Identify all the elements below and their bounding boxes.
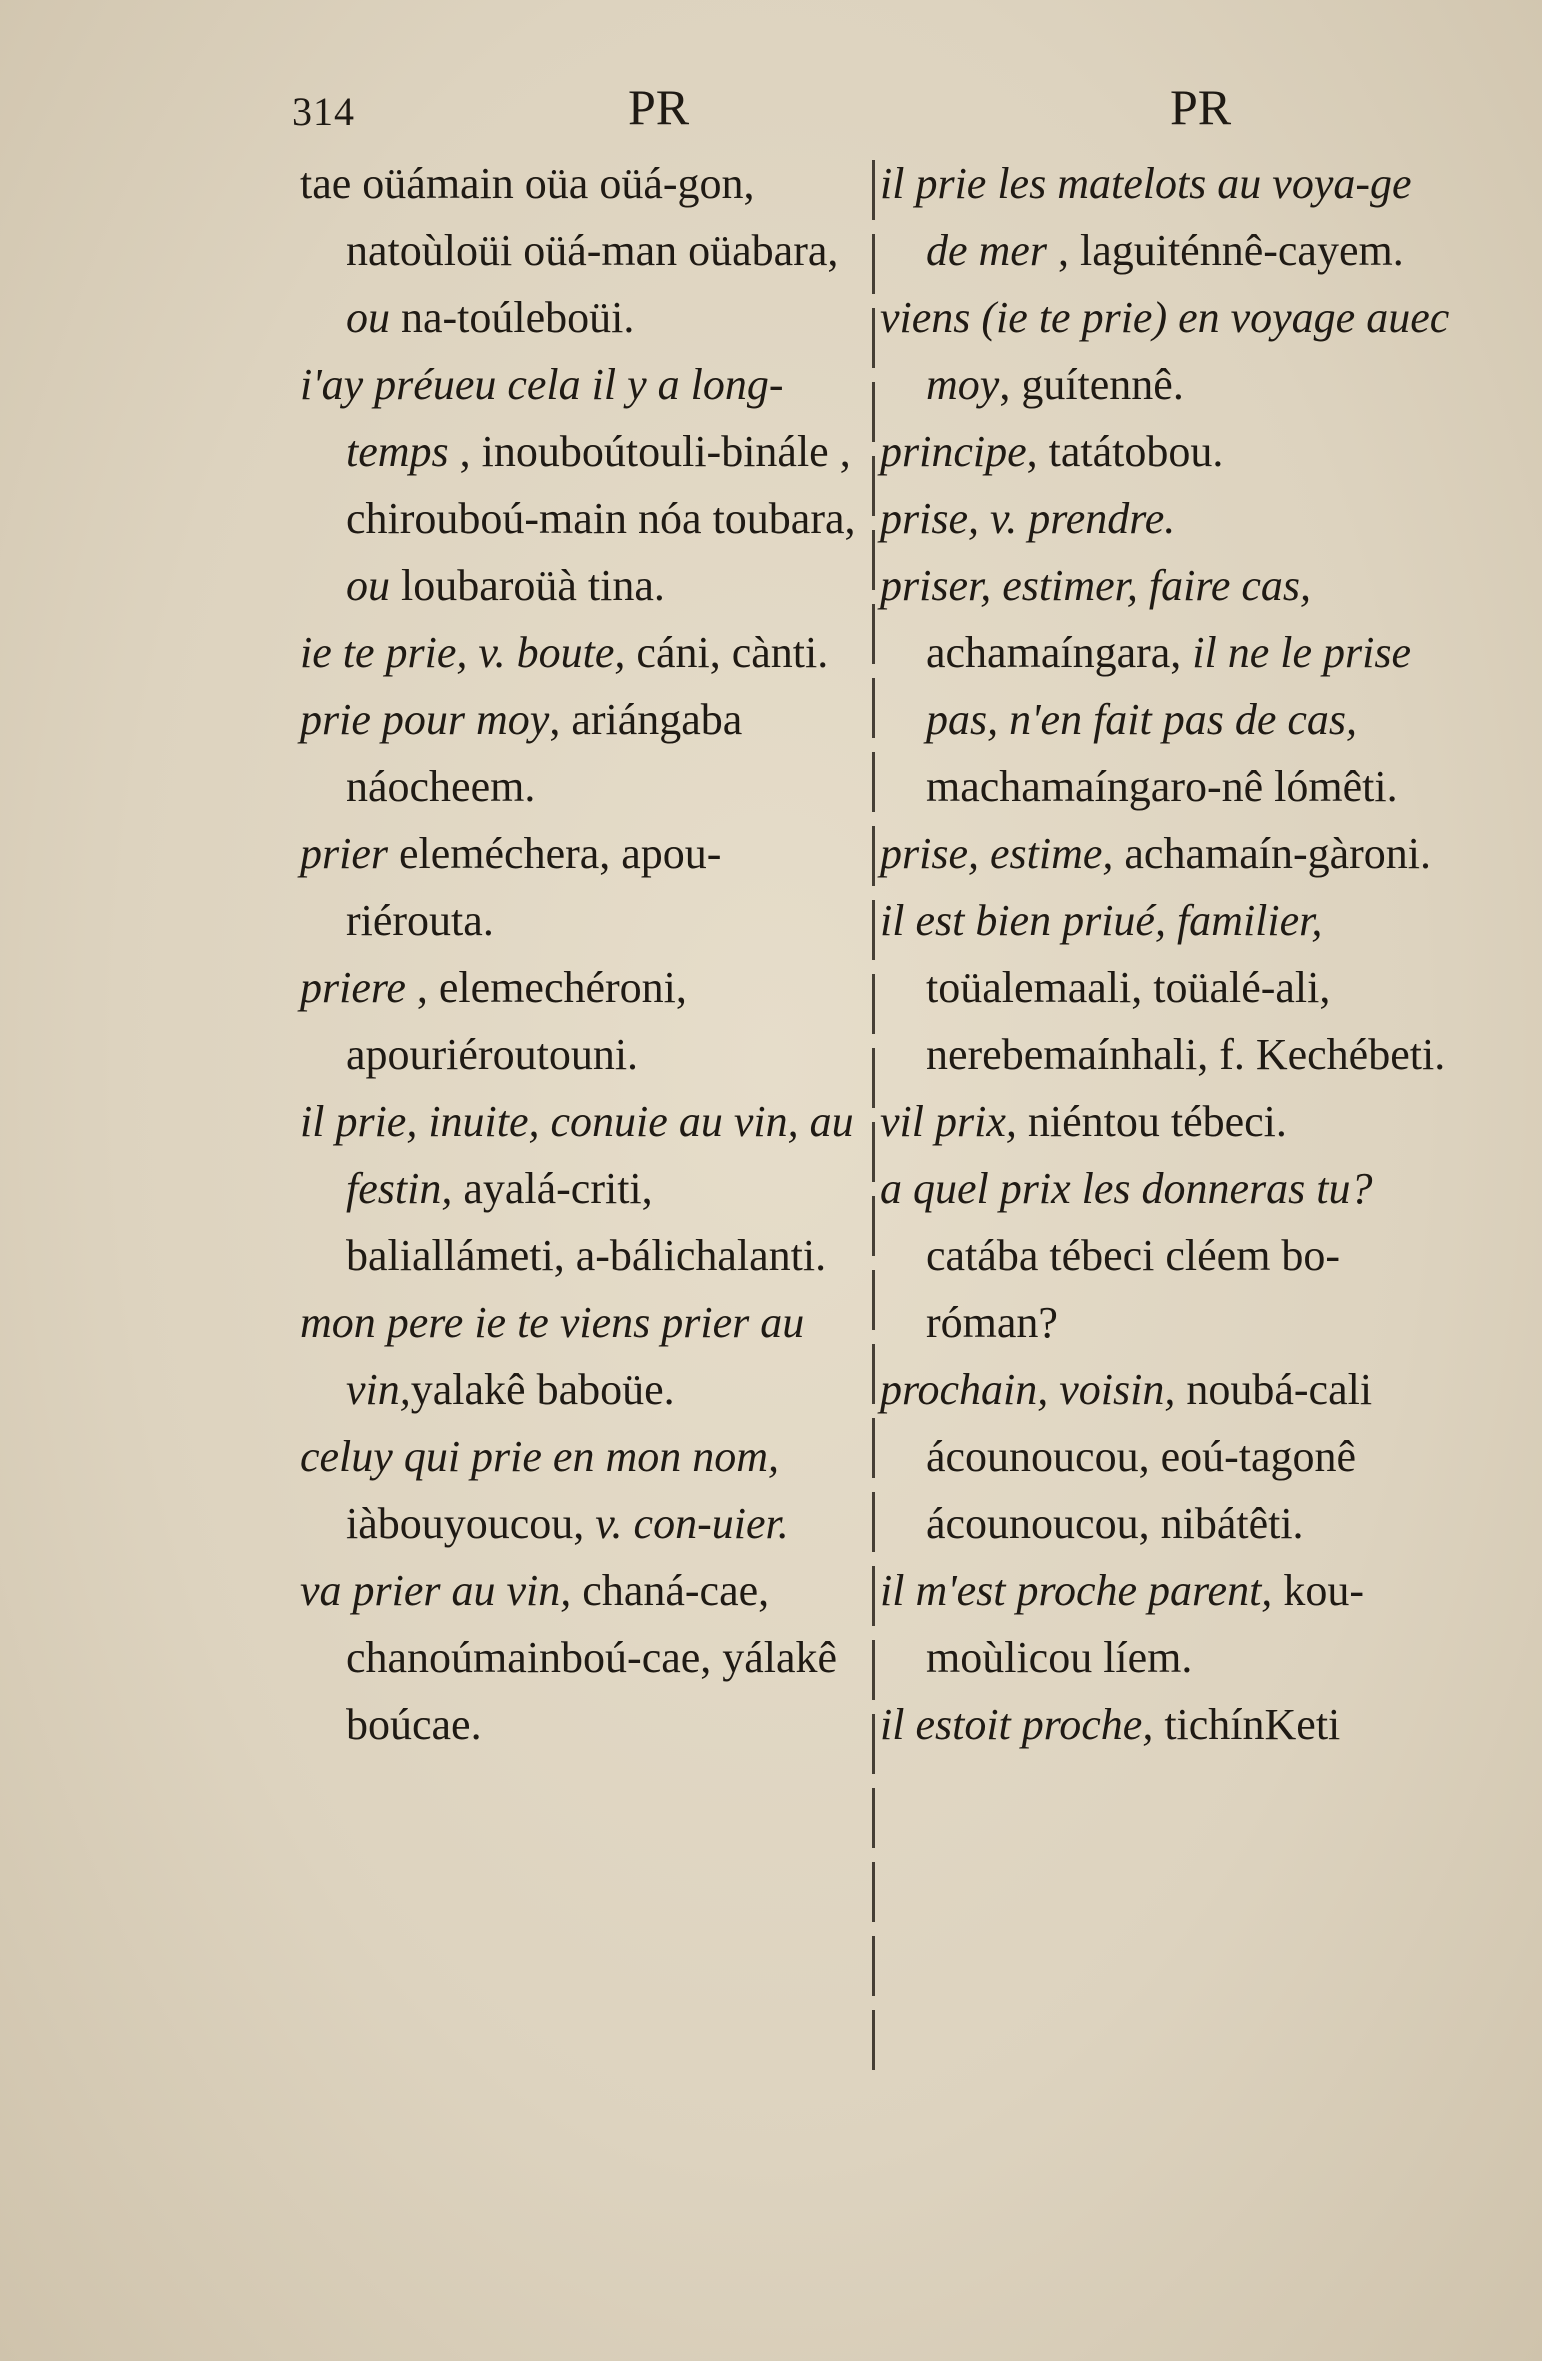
dictionary-entry bbox=[300, 1289, 865, 1423]
entry-headword: va prier au vin, bbox=[300, 1566, 572, 1615]
dictionary-entry bbox=[880, 1557, 1460, 1691]
entry-headword: prochain, voisin, bbox=[880, 1365, 1176, 1414]
entry-translation: cáni, cànti. bbox=[625, 628, 829, 677]
entry-translation: achamaín-gàroni. bbox=[1113, 829, 1432, 878]
entry-headword: il est bien priué, familier, bbox=[880, 896, 1323, 945]
entry-headword: prie pour moy bbox=[300, 695, 550, 744]
entry-headword: v. con-uier. bbox=[595, 1499, 789, 1548]
dictionary-entry bbox=[300, 686, 865, 820]
entry-translation: , ariángaba náocheem. bbox=[346, 695, 743, 811]
dictionary-entry bbox=[880, 284, 1460, 418]
entry-translation: , elemechéroni, apouriéroutouni. bbox=[346, 963, 687, 1079]
entry-translation: achamaíngara, bbox=[926, 628, 1193, 677]
running-head-right: PR bbox=[1170, 79, 1232, 135]
left-column bbox=[300, 150, 865, 1758]
entry-translation: loubaroüà tina. bbox=[390, 561, 665, 610]
dictionary-entry bbox=[880, 552, 1460, 820]
dictionary-entry bbox=[880, 820, 1460, 887]
entry-translation: , guítennê. bbox=[999, 360, 1184, 409]
entry-headword: ie te prie, bbox=[300, 628, 479, 677]
entry-headword: prise, v. prendre. bbox=[880, 494, 1176, 543]
entry-headword: il estoit proche, bbox=[880, 1700, 1154, 1749]
entry-translation: tae oüámain oüa oüá-gon, natoùloüi oüá-man oüabara, bbox=[300, 159, 839, 275]
entry-translation: , inouboútouli-binále , chirouboú-main nóa toubara, bbox=[346, 427, 856, 543]
dictionary-entry bbox=[880, 887, 1460, 1088]
entry-headword: vil prix, bbox=[880, 1097, 1017, 1146]
dictionary-entry bbox=[880, 150, 1460, 284]
entry-headword: priser, estimer, faire cas, bbox=[880, 561, 1312, 610]
entry-translation: niéntou tébeci. bbox=[1016, 1097, 1287, 1146]
column-divider bbox=[872, 160, 875, 2070]
entry-translation: na-toúleboüi. bbox=[390, 293, 635, 342]
dictionary-entry bbox=[880, 1088, 1460, 1155]
entry-translation: tichínKeti bbox=[1153, 1700, 1341, 1749]
page-header bbox=[0, 70, 1542, 150]
dictionary-entry bbox=[300, 820, 865, 954]
dictionary-entry bbox=[880, 1356, 1460, 1557]
entry-headword: principe bbox=[880, 427, 1027, 476]
entry-translation: , tatátobou. bbox=[1026, 427, 1224, 476]
entry-headword: mon pere ie te viens prier au vin, bbox=[300, 1298, 805, 1414]
entry-headword: ou bbox=[346, 293, 390, 342]
entry-translation: chaná-cae, chanoúmainboú-cae, yálakê boúcae. bbox=[346, 1566, 838, 1749]
entry-translation: eleméchera, apou-riérouta. bbox=[346, 829, 722, 945]
entry-headword: il m'est proche parent, bbox=[880, 1566, 1273, 1615]
entry-translation: ayalá-criti, baliallámeti, a-bálichalanti. bbox=[346, 1164, 827, 1280]
dictionary-entry bbox=[300, 619, 865, 686]
entry-translation: toüalemaali, toüalé-ali, nerebemaínhali, f. Kechébeti. bbox=[926, 963, 1446, 1079]
entry-translation: catába tébeci cléem bo-róman? bbox=[926, 1231, 1341, 1347]
dictionary-entry bbox=[300, 1423, 865, 1557]
entry-translation: yalakê baboüe. bbox=[410, 1365, 675, 1414]
dictionary-entry bbox=[880, 1155, 1460, 1356]
entry-headword: celuy qui prie en mon nom, bbox=[300, 1432, 779, 1481]
dictionary-entry bbox=[300, 150, 865, 351]
running-head-left: PR bbox=[628, 79, 690, 135]
entry-headword: v. boute, bbox=[478, 628, 626, 677]
dictionary-entry bbox=[300, 954, 865, 1088]
entry-headword: prier bbox=[300, 829, 388, 878]
page-number: 314 bbox=[292, 89, 355, 134]
entry-headword: viens (ie te prie) en voyage auec moy bbox=[880, 293, 1450, 409]
entry-translation: iàbouyoucou, bbox=[346, 1499, 596, 1548]
entry-translation: kou-moùlicou líem. bbox=[926, 1566, 1364, 1682]
dictionary-entry bbox=[880, 418, 1460, 485]
entry-headword: il prie les matelots au voya-ge de mer bbox=[880, 159, 1412, 275]
dictionary-entry bbox=[300, 1557, 865, 1758]
entry-translation: , laguiténnê-cayem. bbox=[1046, 226, 1404, 275]
right-column bbox=[880, 150, 1460, 1758]
entry-headword: il prie, inuite, conuie au vin, au festin, bbox=[300, 1097, 854, 1213]
entry-headword: a quel prix les donneras tu? bbox=[880, 1164, 1373, 1213]
entry-headword: il ne le prise pas, n'en fait pas de cas, bbox=[926, 628, 1412, 744]
dictionary-entry bbox=[300, 1088, 865, 1289]
dictionary-entry bbox=[880, 1691, 1460, 1758]
dictionary-entry bbox=[880, 485, 1460, 552]
entry-translation: noubá-cali ácounoucou, eoú-tagonê ácounoucou, nibátêti. bbox=[926, 1365, 1373, 1548]
entry-headword: ou bbox=[346, 561, 390, 610]
entry-headword: i'ay préueu cela il y a long-temps bbox=[300, 360, 784, 476]
entry-headword: priere bbox=[300, 963, 406, 1012]
dictionary-entry bbox=[300, 351, 865, 619]
entry-translation: machamaíngaro-nê lómêti. bbox=[926, 762, 1398, 811]
entry-headword: prise, estime, bbox=[880, 829, 1114, 878]
